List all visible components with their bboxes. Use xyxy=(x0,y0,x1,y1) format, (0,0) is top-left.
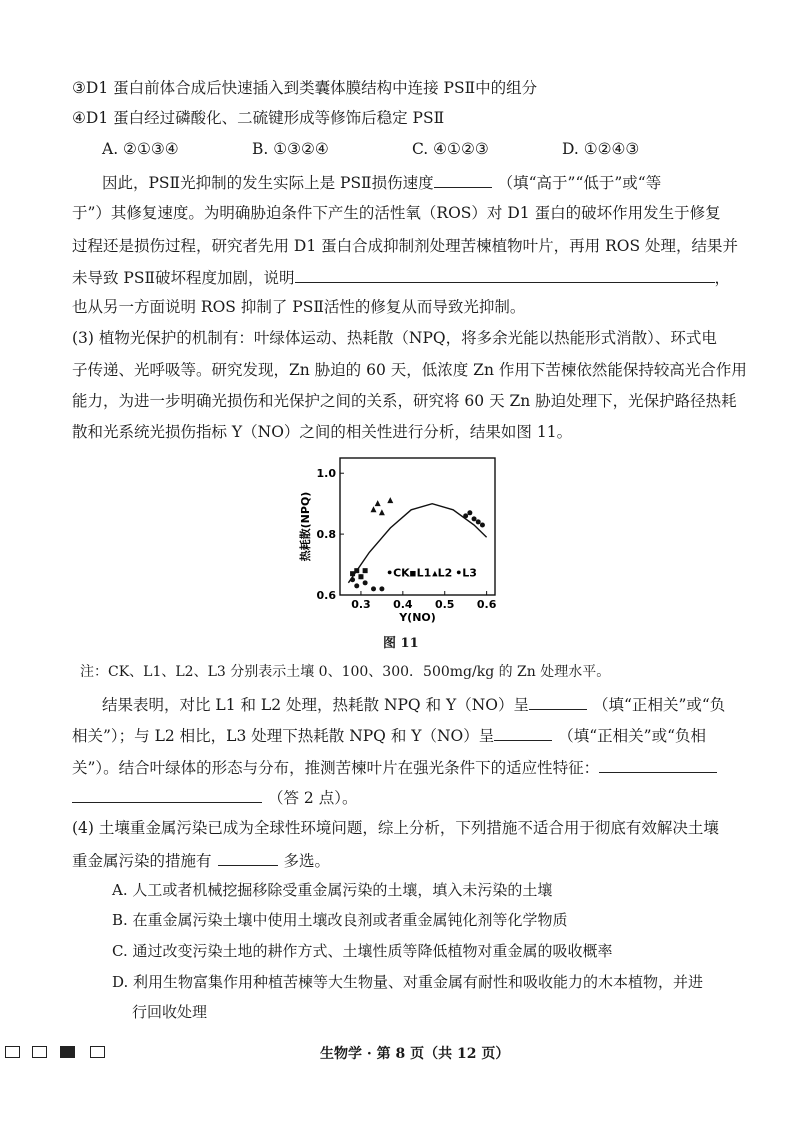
page-footer: 生物学 · 第 8 页（共 12 页） xyxy=(320,1046,510,1062)
legend-l2: ▴L2 xyxy=(432,566,453,580)
paragraph-line xyxy=(72,266,730,288)
data-point-l1 xyxy=(363,568,368,573)
data-point-ck xyxy=(350,577,355,582)
result-line xyxy=(72,724,706,746)
option-a: A. 人工或者机械挖掘移除受重金属污染的土壤，填入未污染的土壤 xyxy=(112,881,553,899)
section-4-text: 多选。 xyxy=(283,852,331,870)
data-point-l3 xyxy=(476,519,481,524)
option-4-line: ④D1 蛋白经过磷酸化、二硫键形成等修饰后稳定 PSⅡ xyxy=(72,109,445,127)
paragraph-text: 因此，PSⅡ光抑制的发生实际上是 PSⅡ损伤速度 xyxy=(102,174,434,192)
section-3-line: 散和光系统光损伤指标 Y（NO）之间的相关性进行分析，结果如图 11。 xyxy=(72,423,573,441)
option-d-continued: 行回收处理 xyxy=(132,1003,208,1021)
section-3-line: 子传递、光呼吸等。研究发现，Zn 胁迫的 60 天，低浓度 Zn 作用下苦楝依然能保持较高光合作用 xyxy=(72,361,747,379)
result-text: 结果表明，对比 L1 和 L2 处理，热耗散 NPQ 和 Y（NO）呈 xyxy=(102,696,530,714)
answer-blank[interactable] xyxy=(218,849,278,866)
choice-c: C. ④①②③ xyxy=(412,140,489,158)
answer-blank[interactable] xyxy=(72,786,262,803)
section-3-line: 能力，为进一步明确光损伤和光保护之间的关系，研究将 60 天 Zn 胁迫处理下，光保护路径热耗 xyxy=(72,392,737,410)
x-tick-label: 0.3 xyxy=(351,598,371,611)
choice-a: A. ②①③④ xyxy=(102,140,179,158)
data-point-l2 xyxy=(371,506,377,512)
x-axis-label: Y(NO) xyxy=(399,611,436,624)
section-3-line: (3) 植物光保护的机制有：叶绿体运动、热耗散（NPQ，将多余光能以热能形式消散）、环式电 xyxy=(72,329,717,347)
answer-blank[interactable] xyxy=(295,266,715,283)
data-point-l3 xyxy=(472,516,477,521)
data-point-l1 xyxy=(358,574,363,579)
result-text: （填“正相关”或“负 xyxy=(593,696,726,714)
section-4-line xyxy=(72,849,330,871)
data-point-l2 xyxy=(387,497,393,503)
data-point-l2 xyxy=(375,500,381,506)
x-tick-label: 0.6 xyxy=(476,598,497,611)
section-4-line: (4) 土壤重金属污染已成为全球性环境问题，综上分析，下列措施不适合用于彻底有效解决土壤 xyxy=(72,819,719,837)
plot-area xyxy=(298,458,497,624)
x-tick-label: 0.5 xyxy=(434,598,455,611)
result-text: 关”）。结合叶绿体的形态与分布，推测苦楝叶片在强光条件下的适应性特征： xyxy=(72,759,600,777)
data-point-ck xyxy=(363,580,368,585)
paragraph-line: 也从另一方面说明 ROS 抑制了 PSⅡ活性的修复从而导致光抑制。 xyxy=(72,298,526,316)
result-text: （答 2 点）。 xyxy=(268,789,358,807)
result-line xyxy=(72,756,717,778)
figure-note: 注：CK、L1、L2、L3 分别表示土壤 0、100、300．500mg/kg 的 Zn 处理水平。 xyxy=(80,664,611,680)
data-point-l3 xyxy=(463,513,468,518)
paragraph-line xyxy=(102,171,661,193)
option-d: D. 利用生物富集作用种植苦楝等大生物量、对重金属有耐性和吸收能力的木本植物，并进 xyxy=(112,973,704,991)
answer-blank[interactable] xyxy=(494,724,552,741)
y-tick-label: 0.8 xyxy=(316,528,336,542)
legend-l1: ▪L1 xyxy=(409,566,432,580)
result-line xyxy=(72,786,357,808)
data-point-l2 xyxy=(379,509,385,515)
result-text: 相关”）；与 L2 相比，L3 处理下热耗散 NPQ 和 Y（NO）呈 xyxy=(72,727,495,745)
margin-box-icon xyxy=(5,1046,20,1058)
option-b: B. 在重金属污染土壤中使用土壤改良剂或者重金属钝化剂等化学物质 xyxy=(112,911,568,929)
choice-d: D. ①②④③ xyxy=(562,140,640,158)
y-axis-label: 热耗散(NPQ) xyxy=(299,491,312,562)
legend-l3: •L3 xyxy=(455,566,477,580)
section-4-text: 重金属污染的措施有 xyxy=(72,852,212,870)
data-point-ck xyxy=(371,586,376,591)
result-line xyxy=(102,693,725,715)
paragraph-text: ， xyxy=(714,269,731,287)
paragraph-line: 过程还是损伤过程，研究者先用 D1 蛋白合成抑制剂处理苦楝植物叶片，再用 ROS 处理，结果并 xyxy=(72,237,738,255)
option-3-line: ③D1 蛋白前体合成后快速插入到类囊体膜结构中连接 PSⅡ中的组分 xyxy=(72,79,538,97)
data-point-l1 xyxy=(354,568,359,573)
answer-blank[interactable] xyxy=(599,756,717,773)
result-text: （填“正相关”或“负相 xyxy=(558,727,707,745)
data-point-l3 xyxy=(480,522,485,527)
y-tick-label: 1.0 xyxy=(316,467,336,481)
margin-box-filled-icon xyxy=(60,1046,75,1058)
margin-box-icon xyxy=(90,1046,105,1058)
data-point-ck xyxy=(379,586,384,591)
choice-b: B. ①③②④ xyxy=(252,140,329,158)
legend-ck: •CK xyxy=(386,566,410,580)
answer-blank[interactable] xyxy=(529,693,587,710)
data-point-l3 xyxy=(467,510,472,515)
paragraph-text: 未导致 PSⅡ破坏程度加剧，说明 xyxy=(72,269,295,287)
y-tick-label: 0.6 xyxy=(316,589,336,602)
figure-caption: 图 11 xyxy=(383,636,419,651)
margin-box-icon xyxy=(32,1046,47,1058)
x-tick-label: 0.4 xyxy=(393,598,413,611)
paragraph-line: 于”）其修复速度。为明确胁迫条件下产生的活性氧（ROS）对 D1 蛋白的破坏作用发生于修复 xyxy=(72,204,721,222)
option-c: C. 通过改变污染土地的耕作方式、土壤性质等降低植物对重金属的吸收概率 xyxy=(112,942,613,960)
figure-11-chart xyxy=(295,450,505,625)
data-point-ck xyxy=(354,583,359,588)
answer-blank[interactable] xyxy=(434,171,492,188)
paragraph-text: （填“高于”“低于”或“等 xyxy=(497,174,662,192)
